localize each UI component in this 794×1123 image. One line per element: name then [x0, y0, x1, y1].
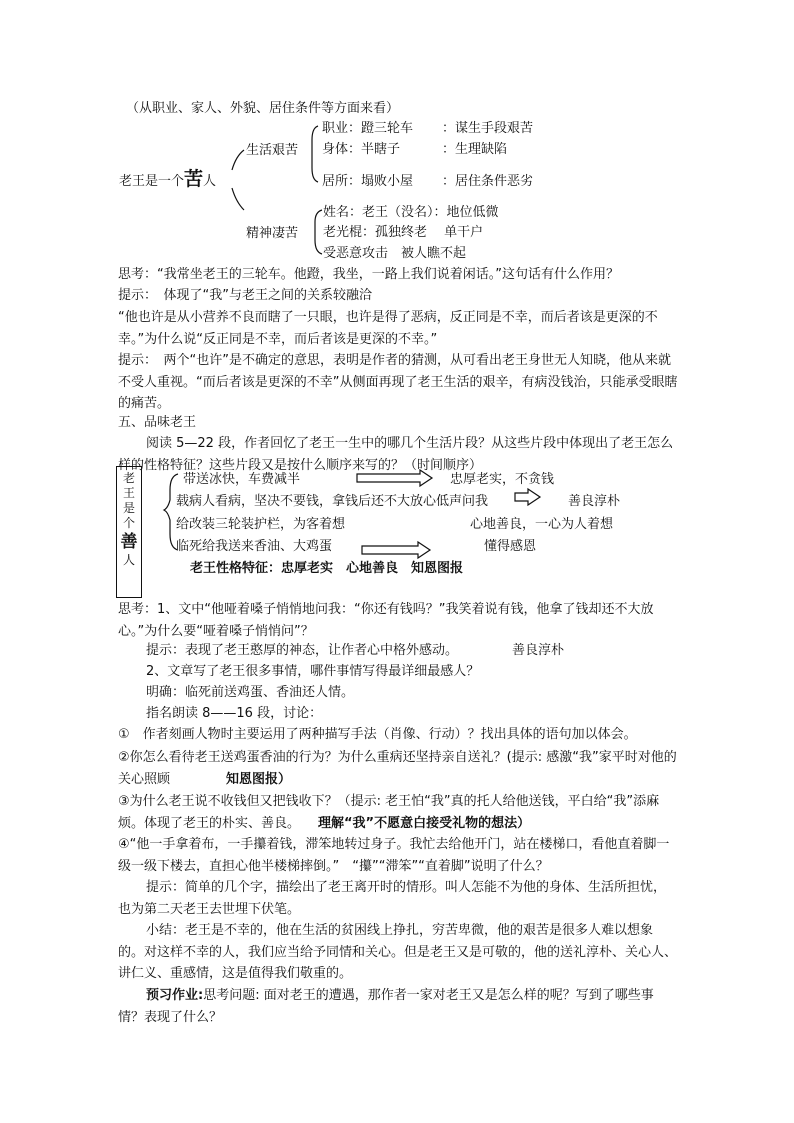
- spirit-bracket: [315, 210, 322, 254]
- event-4: 临死给我送来香油、大鸡蛋: [176, 539, 333, 554]
- question-1-hint: 提示： 体现了“我”与老王之间的关系较融洽: [118, 288, 372, 303]
- discussion-3-text: ③为什么老王说不收钱但又把钱收下？（提示: 老王怕“我”真的托人给他送钱，平白给“我”添麻烦。体现了老王的朴实、善良。: [118, 794, 660, 831]
- section-intro: （从职业、家人、外貌、居住条件等方面来看）: [126, 101, 400, 116]
- trait-summary: 老王性格特征：忠厚老实 心地善良 知恩图报: [190, 561, 464, 576]
- discussion-3-bold: 理解“我”不愿意白接受礼物的想法）: [318, 815, 531, 831]
- event-3: 给改装三轮装护栏，为客着想: [176, 517, 346, 532]
- question-3-hint: 提示：表现了老王憨厚的神态，让作者心中格外感动。: [146, 643, 459, 658]
- arrow-2: [515, 489, 540, 505]
- event-1: 带送冰快，车费减半: [183, 472, 301, 487]
- kind-person-text: [119, 471, 139, 568]
- spirit-item-2: 老光棍：孤独终老 单干户: [323, 225, 484, 240]
- discussion-3: [118, 791, 678, 834]
- hardship-note-1: ：谋生手段艰苦: [442, 121, 534, 136]
- hardship-item-1: 职业：蹬三轮车: [322, 121, 414, 136]
- homework: [118, 985, 678, 1028]
- trait-1: 忠厚老实，不贪钱: [450, 472, 555, 487]
- trait-4: 懂得感恩: [484, 539, 537, 554]
- discussion-1: ① 作者刻画人物时主要运用了两种描写手法（肖像、行动）？找出具体的语句加以体会。: [118, 727, 637, 742]
- discussion-2-bold: 知恩图报）: [226, 771, 292, 787]
- discussion-4-hint: 提示：简单的几个字，描绘出了老王离开时的情形。叫人怎能不为他的身体、生活所担忧，也为第二天老王去世埋下伏笔。: [118, 880, 667, 917]
- hardship-item-3: 居所：塌败小屋: [322, 174, 414, 189]
- spirit-item-1: 姓名：老王（没名）：地位低微: [323, 205, 499, 220]
- branch-spirit: 精神凄苦: [246, 226, 299, 241]
- question-4-answer: 明确：临死前送鸡蛋、香油还人情。: [146, 685, 355, 700]
- discussion-2: [118, 747, 678, 790]
- section-5-question: 阅读 5—22 段，作者回忆了老王一生中的哪几个生活片段？从这些片段中体现出了老王怎么样的性格特征？这些片段又是按什么顺序来写的？（时间顺序）: [118, 436, 674, 473]
- question-3: 思考：1、文中“他哑着嗓子悄悄地问我：“你还有钱吗？”我笑着说有钱，他拿了钱却还不大放心。”为什么要“哑着嗓子悄悄问”？: [118, 602, 654, 639]
- section-5-title: 五、品味老王: [118, 415, 197, 430]
- bitter-person-root: [119, 170, 216, 191]
- question-2: “他也许是从小营养不良而瞎了一只眼，也许是得了恶病，反正同是不幸，而后者该是更深的不幸。”为什么说“反正同是不幸，而后者该是更深的不幸。”: [118, 310, 658, 347]
- spirit-item-3: 受恶意攻击 被人瞧不起: [323, 246, 467, 261]
- life-bracket: [312, 126, 318, 182]
- homework-label: 预习作业:: [146, 988, 204, 1003]
- conclusion: 小结：老王是不幸的，他在生活的贫困线上挣扎，穷苦卑微，他的艰苦是很多人难以想象的。对这样不幸的人，我们应当给予同情和关心。但是老王又是可敬的，他的送礼淳朴、关心人、讲仁义、重感情，这是值得我们敬重的。: [118, 923, 678, 981]
- question-2-hint: 提示： 两个“也许”是不确定的意思，表明是作者的猜测，从可看出老王身世无人知晓，他从来就不受人重视。“而后者该是更深的不幸”从侧面再现了老王生活的艰辛，有病没钱治，只能承受眼瞎的痛苦。: [118, 353, 678, 411]
- homework-text: 思考问题: 面对老王的遭遇，那作者一家对老王又是怎么样的呢？写到了哪些事情？表现了什么？: [118, 988, 654, 1025]
- hardship-item-2: 身体：半瞎子: [322, 142, 401, 157]
- discussion-2-text: ②你怎么看待老王送鸡蛋香油的行为？为什么重病还坚持亲自送礼？(提示: 感激“我”家平时对他的关心照顾: [118, 750, 677, 787]
- branch-hardship: 生活艰苦: [246, 143, 299, 158]
- root-big-char: 苦: [184, 168, 204, 190]
- hardship-note-2: ：生理缺陷: [442, 142, 508, 157]
- trait-3: 心地善良，一心为人着想: [470, 517, 614, 532]
- question-1: 思考：“我常坐老王的三轮车。他蹬，我坐，一路上我们说着闲话。”这句话有什么作用？: [118, 267, 619, 282]
- question-3-hint-trait: 善良淳朴: [512, 643, 565, 658]
- discussion-4: ④“他一手拿着布，一手攥着钱，滞笨地转过身子。我忙去给他开门，站在楼梯口，看他直着脚一级一级下楼去，直担心他半楼梯摔倒。” “攥”“滞笨”“直着脚”说明了什么？: [118, 837, 670, 874]
- arrow-3: [362, 542, 430, 558]
- root-text-a: 老王是一个: [119, 174, 185, 189]
- hardship-note-3: ：居住条件恶劣: [442, 174, 534, 189]
- trait-2: 善良淳朴: [568, 494, 621, 509]
- vbox-top: 老王是个: [122, 471, 135, 530]
- event-2: 载病人看病，坚决不要钱，拿钱后还不大放心低声问我: [176, 494, 489, 509]
- question-4: 2、文章写了老王很多事情，哪件事情写得最详细最感人？: [146, 664, 480, 679]
- kind-person-box: [116, 466, 142, 598]
- vbox-bottom: 人: [122, 553, 135, 567]
- main-bracket: [232, 150, 244, 210]
- vbox-big-char: 善: [120, 532, 138, 552]
- reading-task: 指名朗读 8——16 段，讨论：: [146, 706, 323, 721]
- root-text-b: 人: [203, 174, 217, 189]
